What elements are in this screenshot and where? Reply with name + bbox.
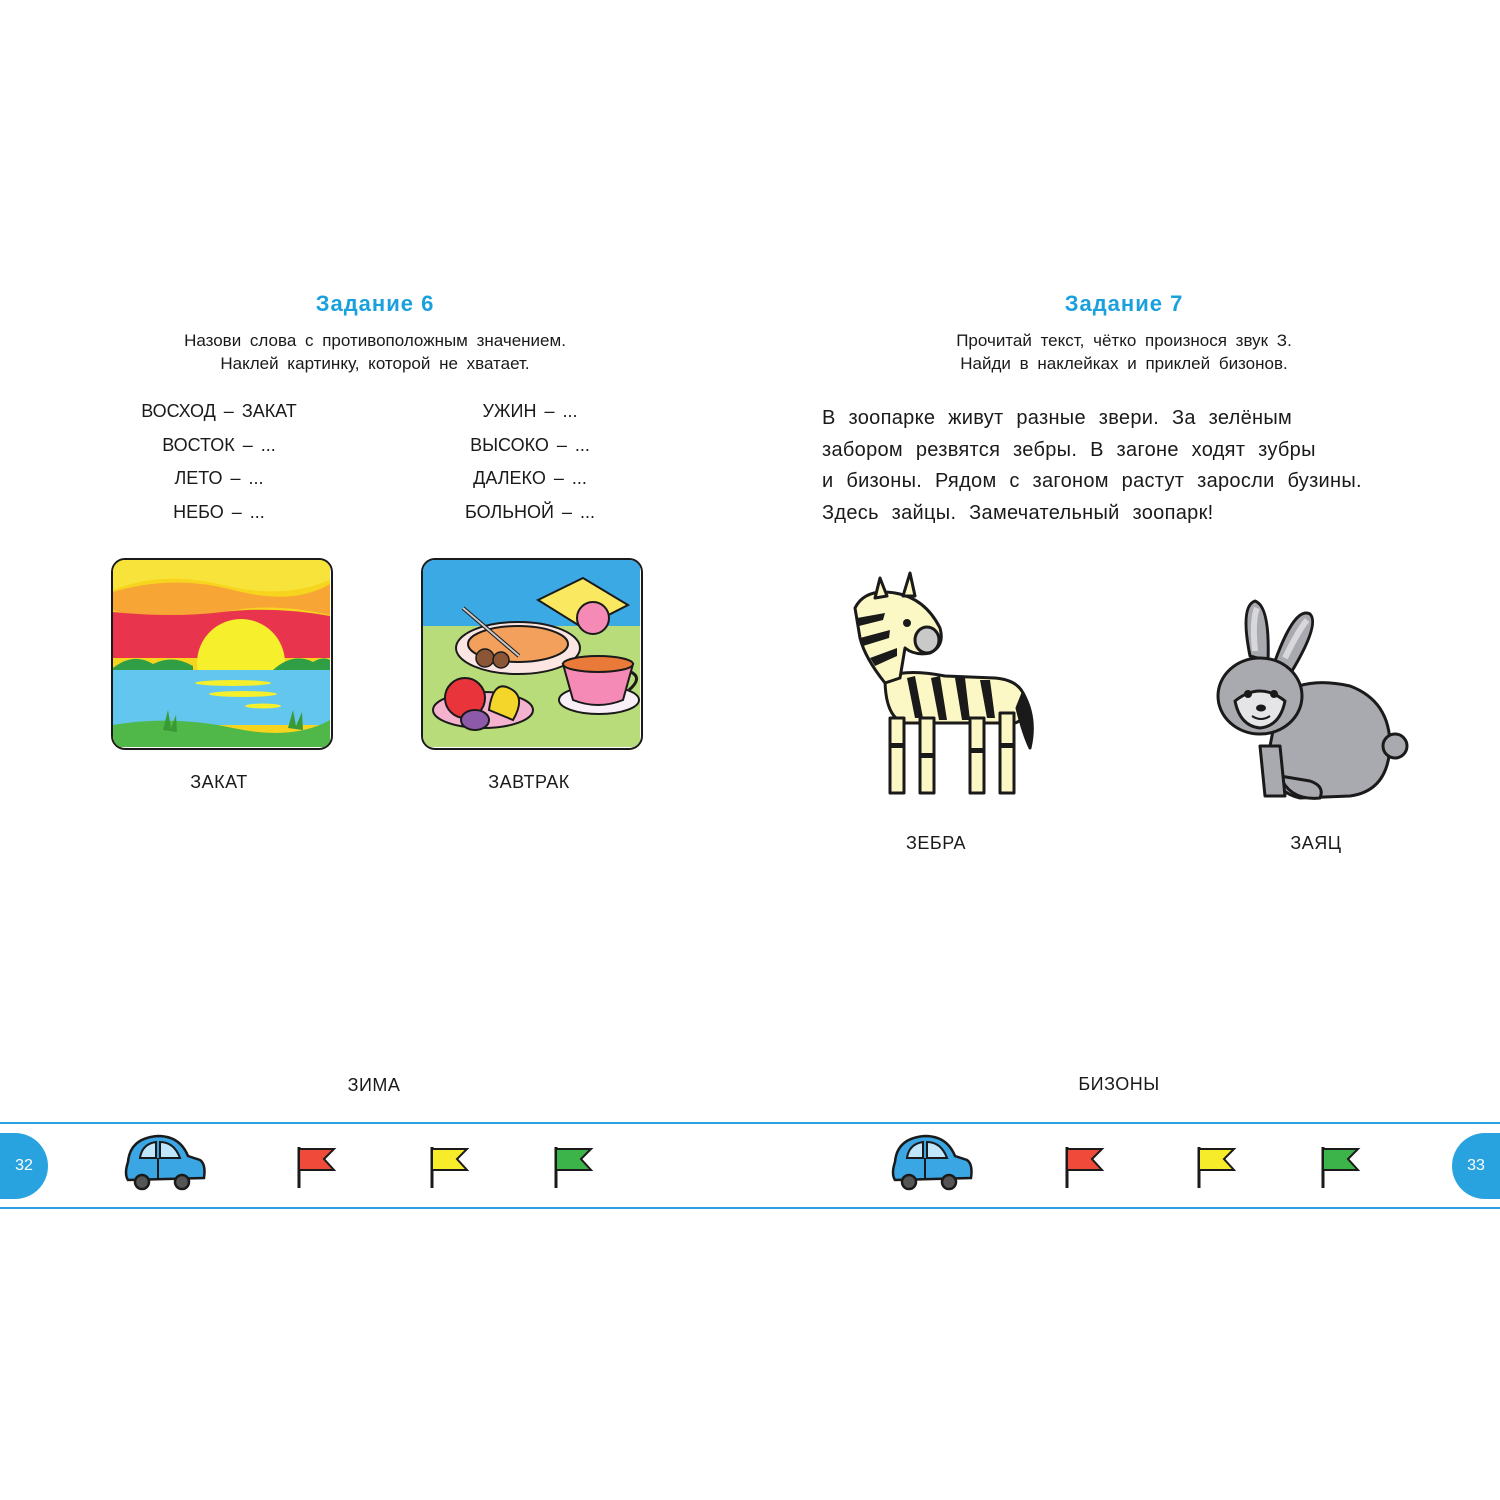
word-pair: ВОСТОК – ... (162, 435, 276, 455)
task-7-instruction-2: Найди в наклейках и приклей бизонов. (960, 354, 1288, 373)
picture-caption: ЗАЯЦ (1290, 833, 1342, 853)
breakfast-picture (421, 558, 643, 750)
strip-bottom-line (0, 1207, 750, 1209)
page-number-badge (1452, 1133, 1500, 1199)
strip-top-line (0, 1122, 750, 1124)
hare-illustration (1210, 596, 1410, 806)
text-line: Здесь зайцы. Замечательный зоопарк! (822, 501, 1214, 524)
text-line: и бизоны. Рядом с загоном растут заросли бузины. (822, 470, 1362, 492)
text-line: В зоопарке живут разные звери. За зелёным (822, 407, 1293, 429)
word-pair: ВЫСОКО – ... (470, 435, 590, 455)
car-icon (122, 1132, 208, 1194)
word-pair: БОЛЬНОЙ – ... (465, 502, 595, 522)
word-pair: ЛЕТО – ... (174, 468, 264, 488)
task-7-instruction-1: Прочитай текст, чётко произнося звук З. (956, 331, 1292, 350)
text-line: забором резвятся зебры. В загоне ходят зубры (822, 438, 1316, 461)
sunset-illustration (113, 560, 330, 747)
page-number: 33 (1467, 1157, 1485, 1174)
picture-caption: ЗЕБРА (906, 833, 966, 853)
picture-caption: ЗАКАТ (190, 772, 248, 792)
sunset-picture (111, 558, 333, 750)
task-6-title: Задание 6 (315, 291, 435, 316)
red-flag-icon (294, 1144, 340, 1190)
green-flag-icon (1318, 1144, 1364, 1190)
picture-caption: ЗАВТРАК (488, 772, 570, 792)
car-icon (889, 1132, 975, 1194)
sticker-label-zima: ЗИМА (347, 1075, 401, 1095)
zebra-picture (845, 568, 1040, 803)
yellow-flag-icon (427, 1144, 473, 1190)
strip-bottom-line (750, 1207, 1500, 1209)
page-number-badge (0, 1133, 48, 1199)
word-pair: УЖИН – ... (482, 401, 578, 421)
task-6-instruction-1: Назови слова с противоположным значением. (184, 331, 566, 350)
word-pair: ВОСХОД – ЗАКАТ (141, 401, 297, 421)
green-flag-icon (551, 1144, 597, 1190)
word-pair: НЕБО – ... (173, 502, 265, 522)
hare-picture (1210, 596, 1410, 806)
red-flag-icon (1062, 1144, 1108, 1190)
page-number: 32 (15, 1157, 33, 1174)
word-pair: ДАЛЕКО – ... (473, 468, 587, 488)
strip-top-line (750, 1122, 1500, 1124)
reading-text (822, 403, 1432, 529)
yellow-flag-icon (1194, 1144, 1240, 1190)
zebra-illustration (845, 568, 1040, 803)
breakfast-illustration (423, 560, 640, 747)
sticker-label-bizony: БИЗОНЫ (1078, 1074, 1160, 1094)
task-6-instruction-2: Наклей картинку, которой не хватает. (220, 354, 530, 373)
task-7-title: Задание 7 (1064, 291, 1184, 316)
